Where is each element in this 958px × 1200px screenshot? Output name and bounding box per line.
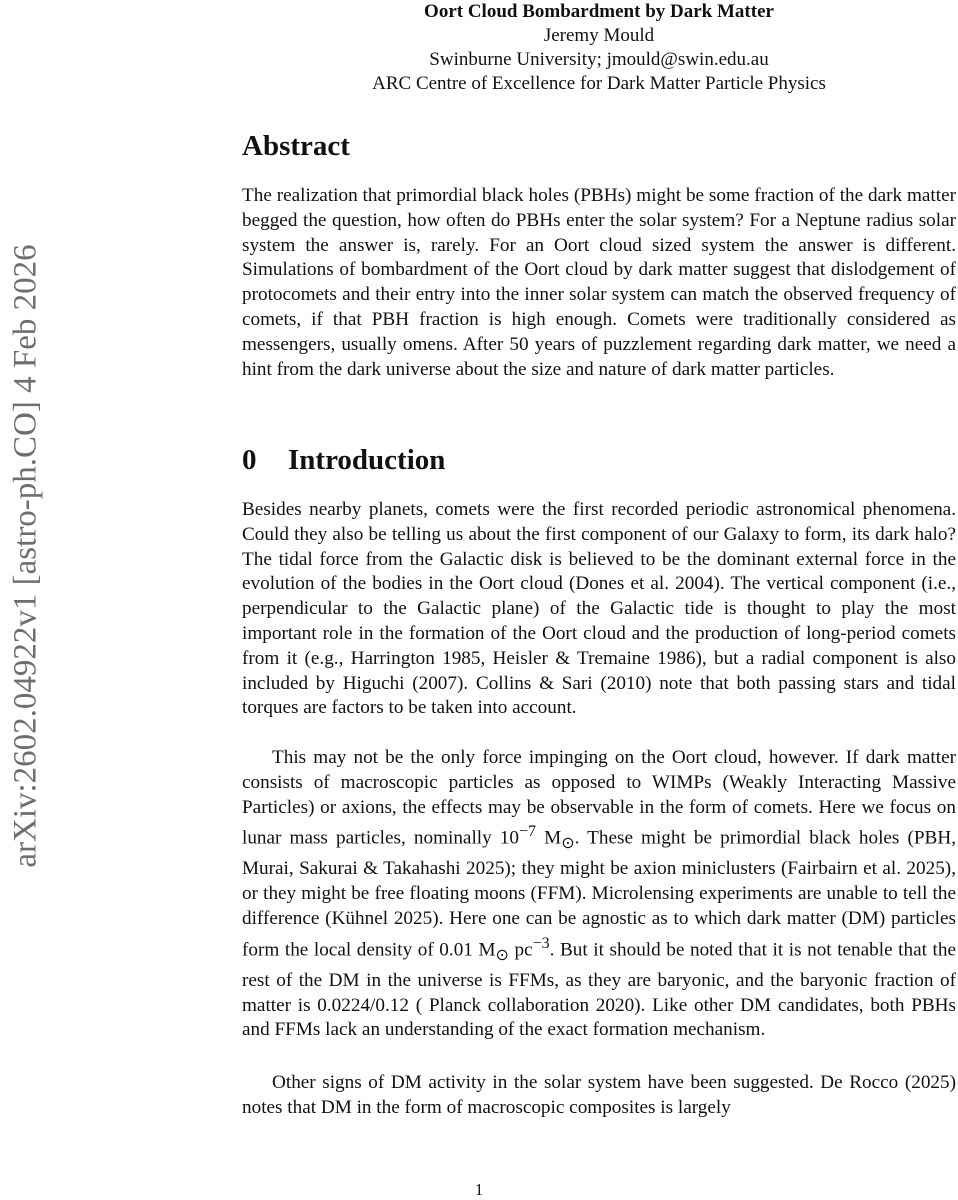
- section-title-text: Introduction: [288, 444, 446, 476]
- section-number: 0: [242, 444, 257, 476]
- intro-paragraph-3: Other signs of DM activity in the solar system have been suggested. De Rocco (2025) notes that DM in the form of macroscopic composites is largely: [242, 1072, 956, 1118]
- page-number: 1: [474, 1180, 484, 1199]
- author-center: ARC Centre of Excellence for Dark Matter Particle Physics: [372, 73, 826, 94]
- intro-paragraph-1: Besides nearby planets, comets were the first recorded periodic astronomical phenomena. Could they also be telling us about the first component of our Galaxy to form, its dark halo? The tidal force from the Galactic disk is believed to be the dominant external force in the evolution of the bodies in the Oort cloud (Dones et al. 2004). The vertical component (i.e., perpendicular to the Galactic plane) of the Galactic tide is thought to play the most important role in the formation of the Oort cloud and the production of long-period comets from it (e.g., Harrington 1985, Heisler & Tremaine 1986), but a radial component is also included by Higuchi (2007). Collins & Sari (2010) note that both passing stars and tidal torques are factors to be taken into account.: [242, 499, 956, 719]
- arxiv-identifier: arXiv:2602.04922v1 [astro-ph.CO] 4 Feb 2026: [7, 244, 44, 868]
- paper-header: [242, 0, 956, 96]
- paper-title: Oort Cloud Bombardment by Dark Matter: [424, 1, 774, 22]
- p2-text-d: pc: [508, 939, 533, 961]
- abstract-text: The realization that primordial black holes (PBHs) might be some fraction of the dark matter begged the question, how often do PBHs enter the solar system? For a Neptune radius solar system the answer is, rarely. For an Oort cloud sized system the answer is different. Simulations of bombardment of the Oort cloud by dark matter suggest that dislodgement of protocomets and their entry into the inner solar system can match the observed frequency of comets, if that PBH fraction is high enough. Comets were traditionally considered as messengers, usually omens. After 50 years of puzzlement regarding dark matter, we need a hint from the dark universe about the size and nature of dark matter particles.: [242, 185, 956, 380]
- p2-text-e: . But it should be noted that it is not tenable that the rest of the DM in the universe is FFMs, as they are baryonic, and the baryonic fraction of matter is 0.0224/0.12 ( Planck collaboration 2020). Like other DM candidates, both PBHs and FFMs lack an understanding of the exact formation mechanism.: [242, 939, 956, 1041]
- introduction-heading: [242, 444, 445, 477]
- abstract-heading: Abstract: [242, 130, 350, 162]
- p2-text-a: This may not be the only force impinging on the Oort cloud, however. If dark matter consists of macroscopic particles as opposed to WIMPs (Weakly Interacting Massive Particles) or axions, the effects may be observable in the form of comets. Here we focus on lunar mass particles, nominally 10: [242, 747, 956, 849]
- author-name: Jeremy Mould: [543, 25, 655, 46]
- sun-symbol-1: ⊙: [561, 835, 575, 853]
- author-affiliation: Swinburne University; jmould@swin.edu.au: [429, 49, 769, 70]
- p2-text-c: . These might be primordial black holes (PBH, Murai, Sakurai & Takahashi 2025); they might be axion miniclusters (Fairbairn et al. 2025), or they might be free floating moons (FFM). Microlensing experiments are unable to tell the difference (Kühnel 2025). Here one can be agnostic as to which dark matter (DM) particles form the local density of 0.01 M: [242, 827, 956, 961]
- sun-symbol-2: ⊙: [495, 947, 509, 965]
- p2-exponent-b: −3: [532, 934, 550, 952]
- intro-paragraph-2: [242, 746, 956, 1043]
- arxiv-sidebar: [0, 0, 52, 1198]
- p2-text-b: M: [536, 827, 562, 849]
- p2-exponent-a: −7: [518, 823, 537, 841]
